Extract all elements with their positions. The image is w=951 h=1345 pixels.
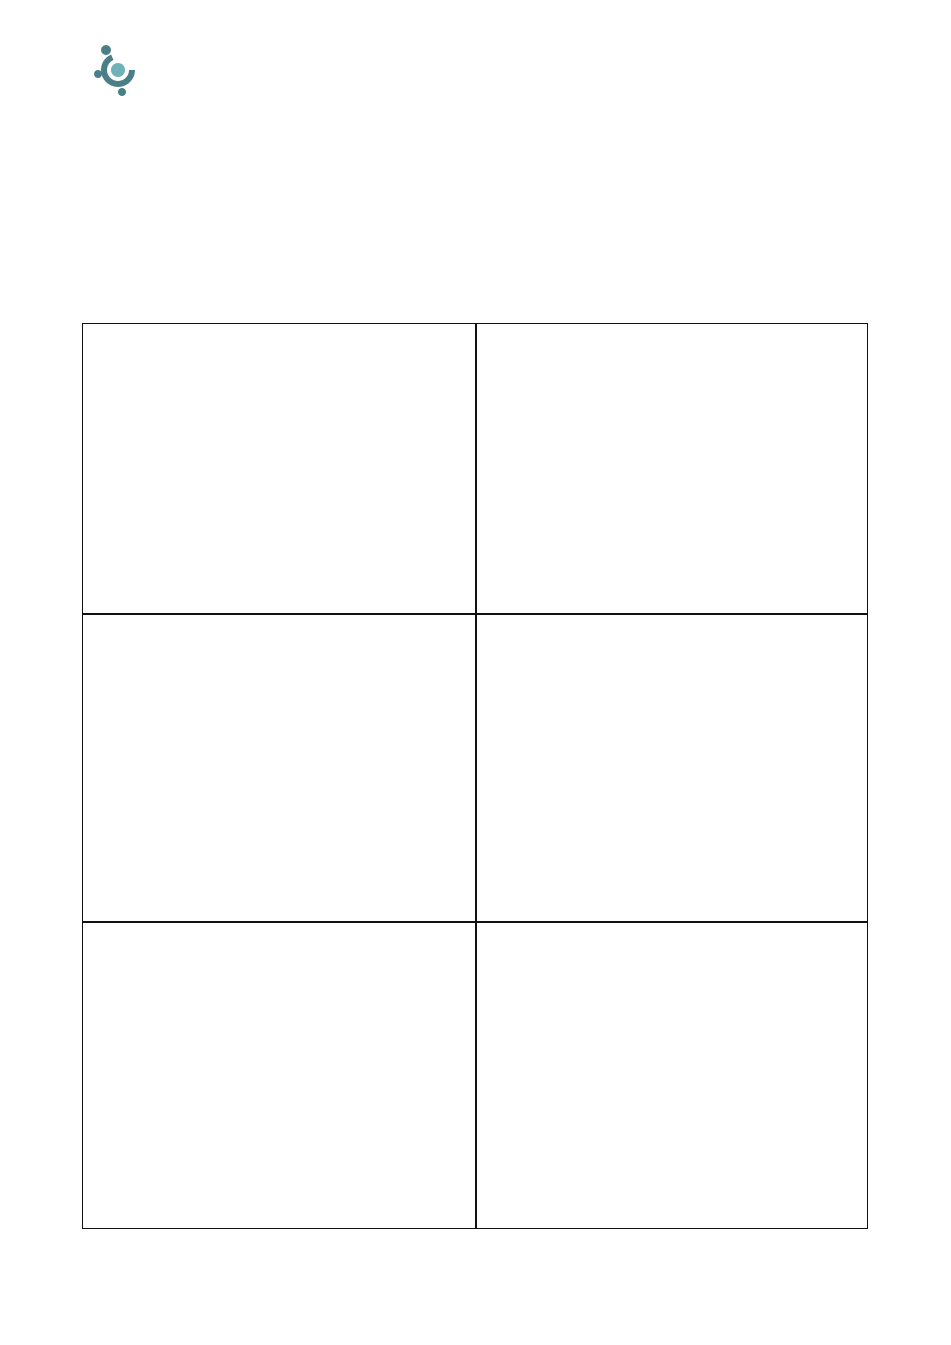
centerlib-logo-icon [92, 42, 148, 98]
exercise-grid [82, 323, 868, 1229]
grid-divider-vertical [475, 324, 477, 1228]
logo [92, 42, 352, 122]
grid-divider-horizontal [83, 613, 867, 615]
grid-divider-horizontal [83, 921, 867, 923]
